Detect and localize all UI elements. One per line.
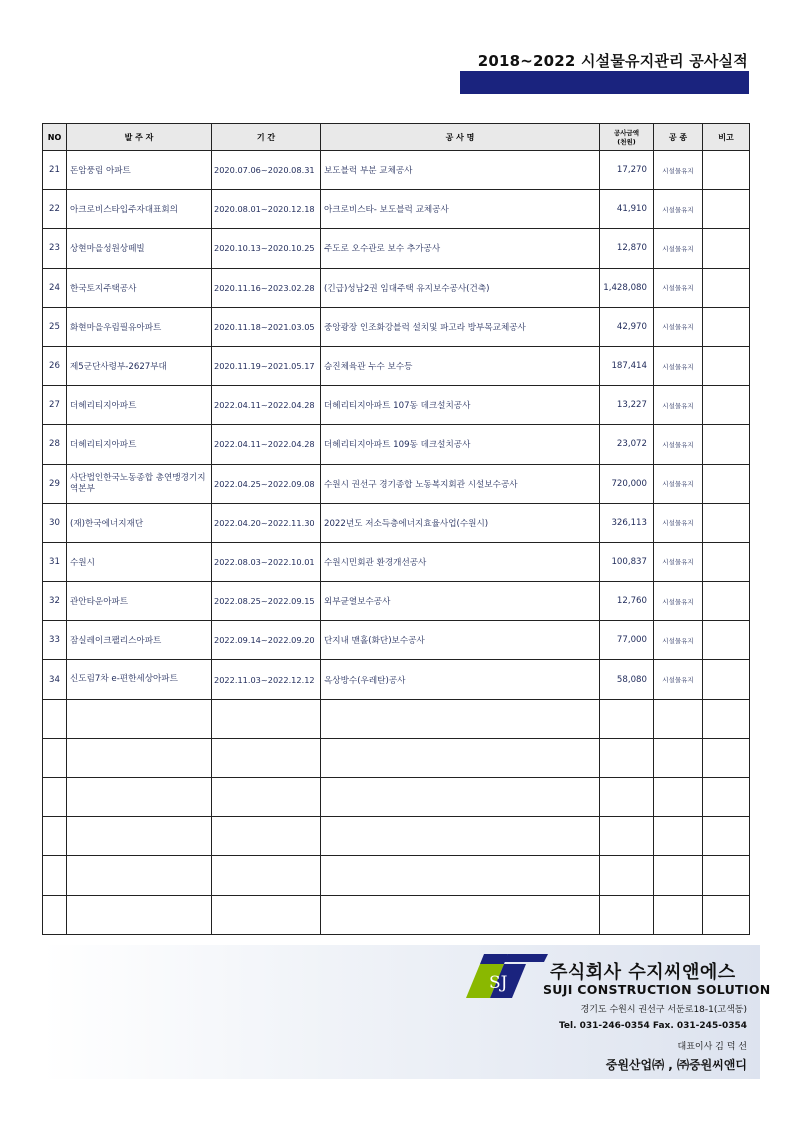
empty-cell	[654, 738, 703, 777]
empty-cell	[600, 778, 654, 817]
row-type: 시설물유지	[654, 582, 703, 621]
row-period: 2022.04.25~2022.09.08	[212, 464, 321, 503]
row-period: 2020.11.18~2021.03.05	[212, 307, 321, 346]
empty-cell	[43, 817, 67, 856]
table-row	[43, 660, 750, 699]
row-amount: 720,000	[600, 464, 654, 503]
empty-cell	[600, 738, 654, 777]
row-client: 더헤리티지아파트	[67, 386, 212, 425]
row-client: 신도림7차 e-편한세상아파트	[67, 660, 212, 699]
row-type: 시설물유지	[654, 229, 703, 268]
row-type: 시설물유지	[654, 386, 703, 425]
empty-table-row	[43, 778, 750, 817]
row-period: 2022.04.11~2022.04.28	[212, 386, 321, 425]
empty-cell	[703, 738, 750, 777]
empty-table-row	[43, 699, 750, 738]
table-row	[43, 425, 750, 464]
row-type: 시설물유지	[654, 425, 703, 464]
empty-table-row	[43, 895, 750, 934]
row-type: 시설물유지	[654, 621, 703, 660]
empty-cell	[43, 895, 67, 934]
row-amount: 100,837	[600, 542, 654, 581]
header-period: 기 간	[212, 124, 321, 151]
row-no: 32	[43, 582, 67, 621]
empty-cell	[67, 895, 212, 934]
header-note: 비고	[703, 124, 750, 151]
row-project: 옥상방수(우레탄)공사	[321, 660, 600, 699]
empty-cell	[212, 738, 321, 777]
row-type: 시설물유지	[654, 464, 703, 503]
header-project: 공 사 명	[321, 124, 600, 151]
empty-cell	[43, 699, 67, 738]
empty-cell	[321, 778, 600, 817]
table-row	[43, 151, 750, 190]
empty-cell	[654, 895, 703, 934]
row-no: 23	[43, 229, 67, 268]
row-amount: 17,270	[600, 151, 654, 190]
row-no: 21	[43, 151, 67, 190]
empty-table-row	[43, 738, 750, 777]
empty-cell	[654, 856, 703, 895]
company-name-korean: 주식회사 수지씨앤에스	[550, 962, 736, 983]
row-amount: 1,428,080	[600, 268, 654, 307]
row-amount: 23,072	[600, 425, 654, 464]
row-project: 주도로 오수관로 보수 추가공사	[321, 229, 600, 268]
empty-cell	[600, 817, 654, 856]
row-period: 2022.08.03~2022.10.01	[212, 542, 321, 581]
row-client: 사단법인한국노동종합 총연맹경기지역본부	[67, 464, 212, 503]
row-amount: 41,910	[600, 190, 654, 229]
row-note	[703, 425, 750, 464]
table-row	[43, 386, 750, 425]
empty-cell	[321, 738, 600, 777]
row-project: 외부균열보수공사	[321, 582, 600, 621]
row-client: 아크로비스타입주자대표회의	[67, 190, 212, 229]
row-type: 시설물유지	[654, 190, 703, 229]
construction-records-table	[42, 123, 750, 935]
company-name-english: SUJI CONSTRUCTION SOLUTION	[543, 982, 771, 997]
row-client: (재)한국에너지재단	[67, 503, 212, 542]
row-no: 33	[43, 621, 67, 660]
row-note	[703, 307, 750, 346]
row-client: 관안타운아파트	[67, 582, 212, 621]
row-type: 시설물유지	[654, 346, 703, 385]
company-ceo: 대표이사 김 덕 선	[677, 1042, 747, 1052]
row-project: 보도블럭 부분 교체공사	[321, 151, 600, 190]
row-type: 시설물유지	[654, 503, 703, 542]
empty-cell	[43, 738, 67, 777]
row-no: 22	[43, 190, 67, 229]
table-row	[43, 190, 750, 229]
row-type: 시설물유지	[654, 542, 703, 581]
row-note	[703, 151, 750, 190]
empty-cell	[654, 817, 703, 856]
empty-cell	[703, 856, 750, 895]
empty-cell	[212, 778, 321, 817]
row-type: 시설물유지	[654, 151, 703, 190]
title-accent-bar	[460, 71, 749, 94]
row-no: 27	[43, 386, 67, 425]
row-project: 더헤리티지아파트 107동 데크설치공사	[321, 386, 600, 425]
row-period: 2020.08.01~2020.12.18	[212, 190, 321, 229]
empty-cell	[67, 778, 212, 817]
table-row	[43, 464, 750, 503]
row-no: 34	[43, 660, 67, 699]
empty-cell	[67, 738, 212, 777]
row-project: 아크로비스타- 보도블럭 교체공사	[321, 190, 600, 229]
row-no: 26	[43, 346, 67, 385]
row-project: (긴급)성남2권 임대주택 유지보수공사(건축)	[321, 268, 600, 307]
row-client: 더헤리티지아파트	[67, 425, 212, 464]
row-no: 29	[43, 464, 67, 503]
row-client: 한국토지주택공사	[67, 268, 212, 307]
row-note	[703, 582, 750, 621]
empty-cell	[321, 817, 600, 856]
logo-text: SJ	[489, 973, 508, 993]
row-note	[703, 503, 750, 542]
table-row	[43, 268, 750, 307]
header-amount	[600, 124, 654, 151]
row-client: 제5군단사령부-2627부대	[67, 346, 212, 385]
row-client: 돈암풍림 아파트	[67, 151, 212, 190]
row-no: 24	[43, 268, 67, 307]
table-row	[43, 346, 750, 385]
document-title: 2018~2022 시설물유지관리 공사실적	[477, 52, 748, 70]
table-row	[43, 503, 750, 542]
row-client: 화현마을우림필유아파트	[67, 307, 212, 346]
empty-cell	[321, 856, 600, 895]
header-no: NO	[43, 124, 67, 151]
row-period: 2022.11.03~2022.12.12	[212, 660, 321, 699]
empty-cell	[212, 856, 321, 895]
row-project: 단지내 맨홀(화단)보수공사	[321, 621, 600, 660]
row-note	[703, 268, 750, 307]
row-amount: 12,760	[600, 582, 654, 621]
empty-cell	[43, 856, 67, 895]
empty-cell	[703, 699, 750, 738]
row-note	[703, 229, 750, 268]
company-affiliates: 중원산업㈜ , ㈜중원씨앤디	[605, 1058, 747, 1072]
table-row	[43, 229, 750, 268]
row-project: 2022년도 저소득층에너지효율사업(수원시)	[321, 503, 600, 542]
row-type: 시설물유지	[654, 268, 703, 307]
row-period: 2022.08.25~2022.09.15	[212, 582, 321, 621]
row-client: 잠실레이크팰리스아파트	[67, 621, 212, 660]
table-row	[43, 582, 750, 621]
empty-cell	[703, 895, 750, 934]
empty-cell	[212, 895, 321, 934]
row-period: 2022.04.20~2022.11.30	[212, 503, 321, 542]
row-project: 더헤리티지아파트 109동 데크설치공사	[321, 425, 600, 464]
empty-cell	[67, 699, 212, 738]
row-note	[703, 660, 750, 699]
empty-cell	[703, 817, 750, 856]
row-project: 수원시 권선구 경기종합 노동복지회관 시설보수공사	[321, 464, 600, 503]
empty-cell	[67, 856, 212, 895]
empty-cell	[654, 778, 703, 817]
row-note	[703, 542, 750, 581]
empty-cell	[654, 699, 703, 738]
row-amount: 42,970	[600, 307, 654, 346]
row-project: 승진체육관 누수 보수등	[321, 346, 600, 385]
empty-cell	[600, 895, 654, 934]
empty-table-row	[43, 856, 750, 895]
row-amount: 58,080	[600, 660, 654, 699]
header-client: 발 주 자	[67, 124, 212, 151]
empty-cell	[321, 895, 600, 934]
company-logo	[466, 952, 548, 998]
table-row	[43, 542, 750, 581]
header-type: 공 종	[654, 124, 703, 151]
empty-cell	[321, 699, 600, 738]
row-no: 25	[43, 307, 67, 346]
row-amount: 326,113	[600, 503, 654, 542]
row-client: 상현마을성원상떼빌	[67, 229, 212, 268]
row-amount: 13,227	[600, 386, 654, 425]
row-note	[703, 190, 750, 229]
company-phone-fax: Tel. 031-246-0354 Fax. 031-245-0354	[558, 1021, 747, 1031]
empty-cell	[212, 817, 321, 856]
empty-cell	[67, 817, 212, 856]
row-period: 2020.10.13~2020.10.25	[212, 229, 321, 268]
row-type: 시설물유지	[654, 660, 703, 699]
row-amount: 12,870	[600, 229, 654, 268]
row-amount: 77,000	[600, 621, 654, 660]
table-header-row	[43, 124, 750, 151]
row-type: 시설물유지	[654, 307, 703, 346]
empty-cell	[212, 699, 321, 738]
row-period: 2022.09.14~2022.09.20	[212, 621, 321, 660]
empty-cell	[43, 778, 67, 817]
row-no: 28	[43, 425, 67, 464]
row-amount: 187,414	[600, 346, 654, 385]
header-amount-unit: (천원)	[617, 138, 636, 146]
empty-table-row	[43, 817, 750, 856]
row-period: 2020.07.06~2020.08.31	[212, 151, 321, 190]
row-period: 2022.04.11~2022.04.28	[212, 425, 321, 464]
row-period: 2020.11.16~2023.02.28	[212, 268, 321, 307]
row-note	[703, 464, 750, 503]
row-project: 수원시민회관 환경개선공사	[321, 542, 600, 581]
empty-cell	[703, 778, 750, 817]
row-project: 중앙광장 인조화강블럭 설치및 파고라 방부목교체공사	[321, 307, 600, 346]
row-note	[703, 621, 750, 660]
row-period: 2020.11.19~2021.05.17	[212, 346, 321, 385]
row-no: 31	[43, 542, 67, 581]
empty-cell	[600, 699, 654, 738]
row-note	[703, 346, 750, 385]
row-no: 30	[43, 503, 67, 542]
company-address: 경기도 수원시 권선구 서둔로18-1(고색동)	[580, 1005, 747, 1015]
row-client: 수원시	[67, 542, 212, 581]
empty-cell	[600, 856, 654, 895]
header-amount-label: 공사금액	[613, 129, 640, 137]
table-row	[43, 621, 750, 660]
table-row	[43, 307, 750, 346]
row-note	[703, 386, 750, 425]
